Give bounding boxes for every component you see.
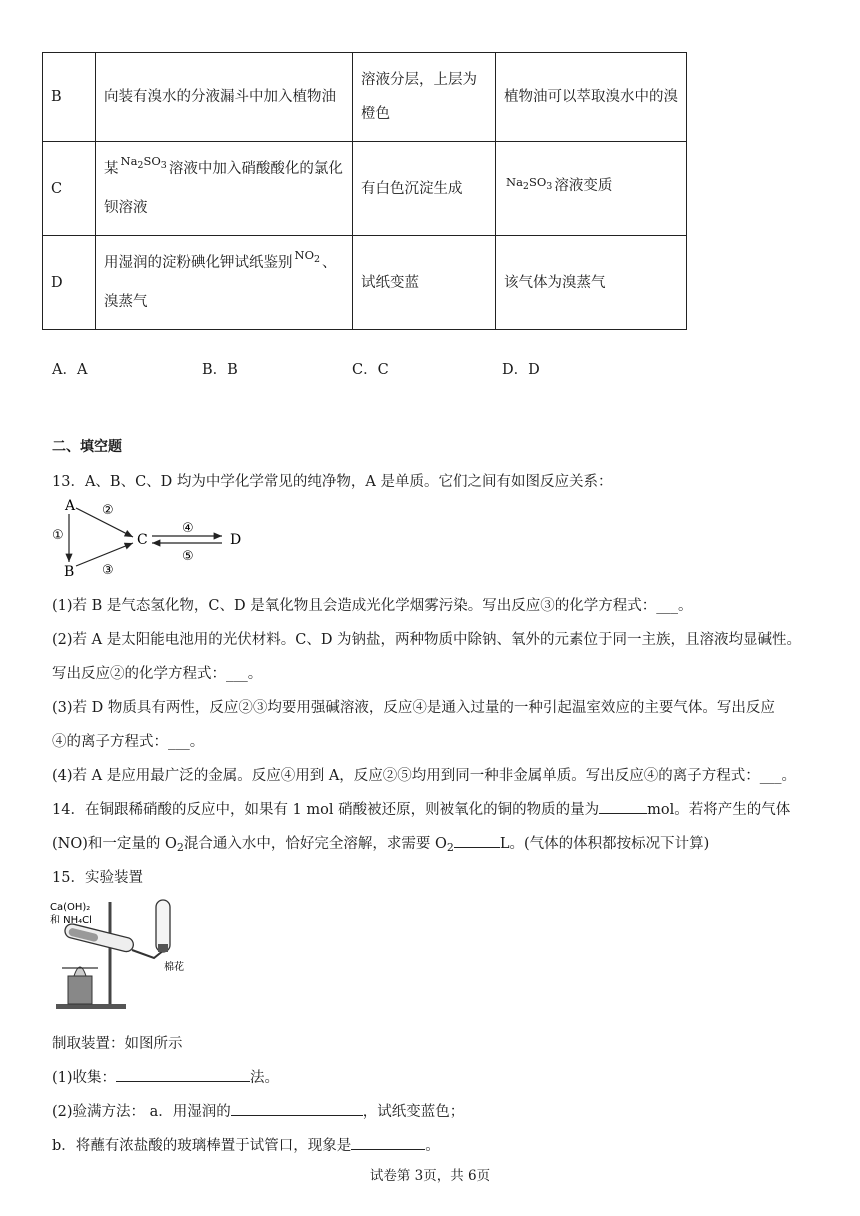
choice-a[interactable]: A．A: [52, 362, 88, 378]
answer-blank[interactable]: [454, 833, 500, 848]
q15-text: 法。: [250, 1070, 280, 1086]
page-footer: 试卷第 3页，共 6页: [369, 1168, 491, 1184]
row-label: B: [43, 53, 96, 142]
op-text: 用湿润的淀粉碘化钾试纸鉴别: [104, 255, 293, 271]
choice-c[interactable]: C．C: [352, 362, 389, 378]
chem-formula: [120, 154, 167, 171]
label-5: ⑤: [182, 549, 194, 564]
phenomenon-cell: 试纸变蓝: [353, 236, 496, 330]
table-row: [43, 236, 687, 330]
reaction-diagram: [48, 494, 248, 580]
q15-collect: [52, 1066, 279, 1087]
q14-line2: [52, 832, 709, 854]
answer-blank[interactable]: [351, 1135, 425, 1150]
q15-title: 15．实验装置: [52, 870, 143, 886]
answer-blank[interactable]: [599, 799, 647, 814]
label-3: ③: [102, 563, 114, 578]
conclusion-cell: 植物油可以萃取溴水中的溴: [496, 53, 687, 142]
phenomenon-cell: 溶液分层，上层为橙色: [353, 53, 496, 142]
chem-sub: 3: [160, 160, 167, 171]
row-label: C: [43, 142, 96, 236]
q15-text: (1)收集：: [52, 1070, 117, 1086]
reagent-label: Ca(OH)₂: [50, 902, 91, 913]
node-b: B: [64, 564, 75, 580]
q13-part4: (4)若 A 是应用最广泛的金属。反应④用到 A，反应②⑤均用到同一种非金属单质。写出反应④的离子方程式：___。: [52, 768, 797, 784]
q14-text: mol。若将产生的气体: [647, 802, 791, 818]
label-4: ④: [182, 521, 194, 536]
op-text: 某: [104, 161, 119, 177]
op-text: 溶液中加入硝酸酸化的氯化钡溶液: [104, 161, 343, 216]
chem-sub: 2: [522, 181, 529, 192]
op-text: 、溴蒸气: [104, 255, 337, 310]
chem-sub: 3: [546, 181, 553, 192]
choice-d[interactable]: D．D: [502, 362, 540, 378]
chem-part: SO: [528, 175, 547, 189]
conclusion-cell: 该气体为溴蒸气: [496, 236, 687, 330]
operation-cell: 向装有溴水的分液漏斗中加入植物油: [96, 53, 353, 142]
subscript: 2: [176, 841, 184, 854]
chem-part: Na: [506, 175, 523, 189]
q13-part3-line1: (3)若 D 物质具有两性，反应②③均要用强碱溶液，反应④是通入过量的一种引起温室效应的主要气体。写出反应: [52, 700, 775, 716]
reagent-label: 和 NH₄Cl: [50, 915, 92, 926]
operation-cell: [96, 236, 353, 330]
q14-text: 14．在铜跟稀硝酸的反应中，如果有 1 mol 硝酸被还原，则被氧化的铜的物质的量为: [52, 802, 600, 818]
alcohol-lamp: [68, 976, 92, 1004]
q14-line1: [52, 798, 790, 819]
q13-part3-line2: ④的离子方程式：___。: [52, 734, 205, 750]
cotton-label: 棉花: [164, 962, 184, 973]
q13-part1: (1)若 B 是气态氢化物，C、D 是氧化物且会造成光化学烟雾污染。写出反应③的化学方程式：___。: [52, 598, 693, 614]
chem-sub: 2: [314, 254, 321, 265]
phenomenon-cell: 有白色沉淀生成: [353, 142, 496, 236]
q14-text: 混合通入水中，恰好完全溶解，求需要 O: [183, 836, 447, 852]
chem-part: Na: [120, 154, 138, 168]
chem-part: SO: [143, 154, 161, 168]
chem-sub: 2: [137, 160, 144, 171]
q15-text: (2)验满方法： a．用湿润的: [52, 1104, 231, 1120]
row-label: D: [43, 236, 96, 330]
node-c: C: [137, 532, 148, 548]
node-a: A: [65, 498, 76, 514]
q13-part2-line2: 写出反应②的化学方程式：___。: [52, 666, 263, 682]
q13-stem: 13．A、B、C、D 均为中学化学常见的纯净物，A 是单质。它们之间有如图反应关系：: [52, 474, 613, 490]
q15-text: ，试纸变蓝色；: [362, 1104, 465, 1120]
apparatus-figure: [46, 896, 196, 1012]
q15-check-a: [52, 1100, 464, 1121]
section-title: 二、填空题: [52, 439, 122, 455]
q15-check-b: [52, 1134, 440, 1155]
q14-text: (NO)和一定量的 O: [52, 836, 177, 852]
chem-formula: [506, 175, 553, 192]
conclusion-cell: [496, 142, 687, 236]
answer-blank[interactable]: [116, 1067, 250, 1082]
answer-blank[interactable]: [231, 1101, 363, 1116]
test-tube: [63, 922, 134, 953]
table-row: [43, 53, 687, 142]
chem-formula: [294, 248, 321, 265]
label-2: ②: [102, 503, 114, 518]
q14-text: L。(气体的体积都按标况下计算): [499, 836, 710, 852]
node-d: D: [230, 532, 242, 548]
subscript: 2: [446, 841, 454, 854]
q15-text: 。: [425, 1138, 440, 1154]
options-table: [42, 52, 687, 330]
cotton: [158, 944, 168, 952]
label-1: ①: [52, 528, 64, 543]
q15-text: b．将蘸有浓盐酸的玻璃棒置于试管口，现象是: [52, 1138, 352, 1154]
concl-text: 溶液变质: [554, 178, 613, 194]
table-row: [43, 142, 687, 236]
q15-setup: 制取装置：如图所示: [52, 1036, 183, 1052]
choice-b[interactable]: B．B: [202, 362, 238, 378]
operation-cell: [96, 142, 353, 236]
stand-base: [56, 1004, 126, 1009]
chem-part: NO: [294, 248, 314, 262]
q13-part2-line1: (2)若 A 是太阳能电池用的光伏材料。C、D 为钠盐，两种物质中除钠、氧外的元素位于同一主族，且溶液均显碱性。: [52, 632, 802, 648]
